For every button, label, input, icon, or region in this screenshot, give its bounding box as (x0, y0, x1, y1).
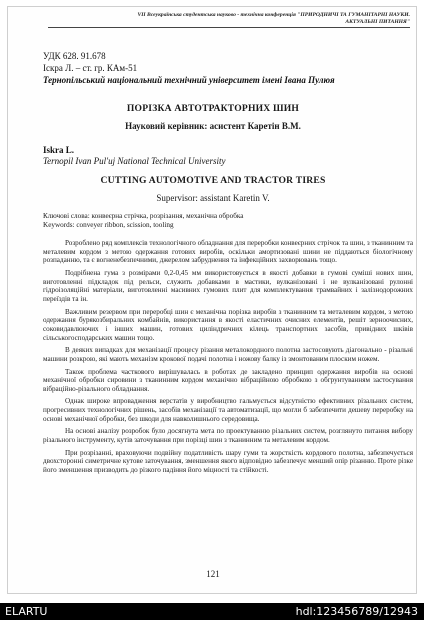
title-ua: ПОРІЗКА АВТОТРАКТОРНИХ ШИН (126, 103, 300, 114)
author-ua: Іскра Л. – ст. гр. КАм-51 (43, 63, 138, 73)
paper-page (7, 6, 417, 594)
conference-header-line-2: АКТУАЛЬНІ ПИТАННЯ" (345, 18, 410, 25)
paragraph: Також проблема часткового вирішувалась в роботах де закладено принцип одержання виробів на основі механічної обробки сировини з тканинним кордом механічно вібраційною обробкою з обгрунтуванням застосування вібраційно-різального обладнання. (43, 367, 413, 393)
repository-footer (0, 603, 424, 620)
handle-link[interactable]: hdl:123456789/12943 (295, 605, 418, 618)
keywords-ua: Ключові слова: конвеєрна стрічка, розрізання, механічна обробка (43, 212, 244, 220)
keywords-en: Keywords: conveyer ribbon, scission, tooling (43, 221, 174, 229)
university-en: Ternopil Ivan Pul'uj National Technical University (43, 156, 226, 166)
title-en: CUTTING AUTOMOTIVE AND TRACTOR TIRES (100, 175, 326, 186)
paragraph: При розрізанні, враховуючи подвійну податливість шару гуми та жорсткість кордового полотна, забезпечується двохсторонні симетричне кутове заточування, зменшення якого відповідно забезпечує менший опір різанню. Проте різке його зменшення призводить до різкого падіння його міцності та стійкості. (43, 448, 413, 475)
paragraph: Розроблено ряд комплексів технологічного обладнання для переробки конвеєрних стрічок та шин, з тканинним та металевим кордом з метою одержання готових виробів, оскільки амортизовані шини не піддаються біологічному розпаданню, та є вогненебезпечними, джерелом забруднення та інфекційних захворювань тощо. (43, 239, 413, 265)
paragraph: На основі аналізу розробок було досягнута мета по проектуванню різальних систем, розглянуто питання вибору різального інструменту, кутів заточування при порізці шин з тканинним та металевим кордом. (43, 427, 413, 445)
paragraph: В деяких випадках для механізації процесу різання металокордного полотна застосовують діагонально - різальні машини розкрою, які мають механізм крокової подачі полотна і ножову балку із змонтованим плоским ножем. (43, 346, 413, 364)
supervisor-en: Supervisor: assistant Karetin V. (156, 193, 270, 203)
author-en: Iskra L. (43, 145, 75, 155)
keywords (43, 212, 243, 230)
repository-name: ELARTU (5, 605, 48, 618)
university-ua: Тернопільський національний технічний університет імені Івана Пулюя (43, 75, 335, 85)
paragraph: Подрібнена гума з розмірами 0,2-0,45 мм використовується в якості добавки в гумові суміші нових шин, виготовленні підкладок під рельси, служить добавками в мастики, вулканізовані і не вулканізовані рулонні гідроізоляційні матеріали, виготовленні масивних гумових плит для комплектування трамвайних і залізнодорожних переїздів та ін. (43, 268, 413, 304)
page-number: 121 (206, 569, 220, 579)
supervisor-ua: Науковий керівник: асистент Каретін В.М. (125, 121, 301, 131)
paragraph: Важливим резервом при переробці шин є механічна порізка виробів з тканинним та металевим кордом, з метою одержання бурякозбиральних комбайнів, використання в якості еластичних очисних елементів, решіт зерноочисних, соковидавлюючих і інших машин, готових циліндричних кілець транспортних засобів, привідних шківів сільськогосподарських машин тощо. (43, 307, 413, 342)
conference-header (48, 12, 410, 25)
udk-code: УДК 628. 91.678 (43, 51, 106, 61)
paragraph: Однак широке впровадження верстатів у виробництво гальмується відсутністю ефективних різальних систем, прогресивних технологічних рішень, засобів механізації та автоматизації, що могли б забезпечити дешеву переробку на основі механічної обробки, без шкоди для навколишнього середовища. (43, 397, 413, 423)
body-text (43, 239, 413, 479)
header-rule (48, 27, 410, 28)
conference-header-line-1: VII Всеукраїнська студентська науково - технічна конференція "ПРИРОДНИЧІ ТА ГУМАНІТАРНІ НАУКИ. (137, 12, 410, 18)
